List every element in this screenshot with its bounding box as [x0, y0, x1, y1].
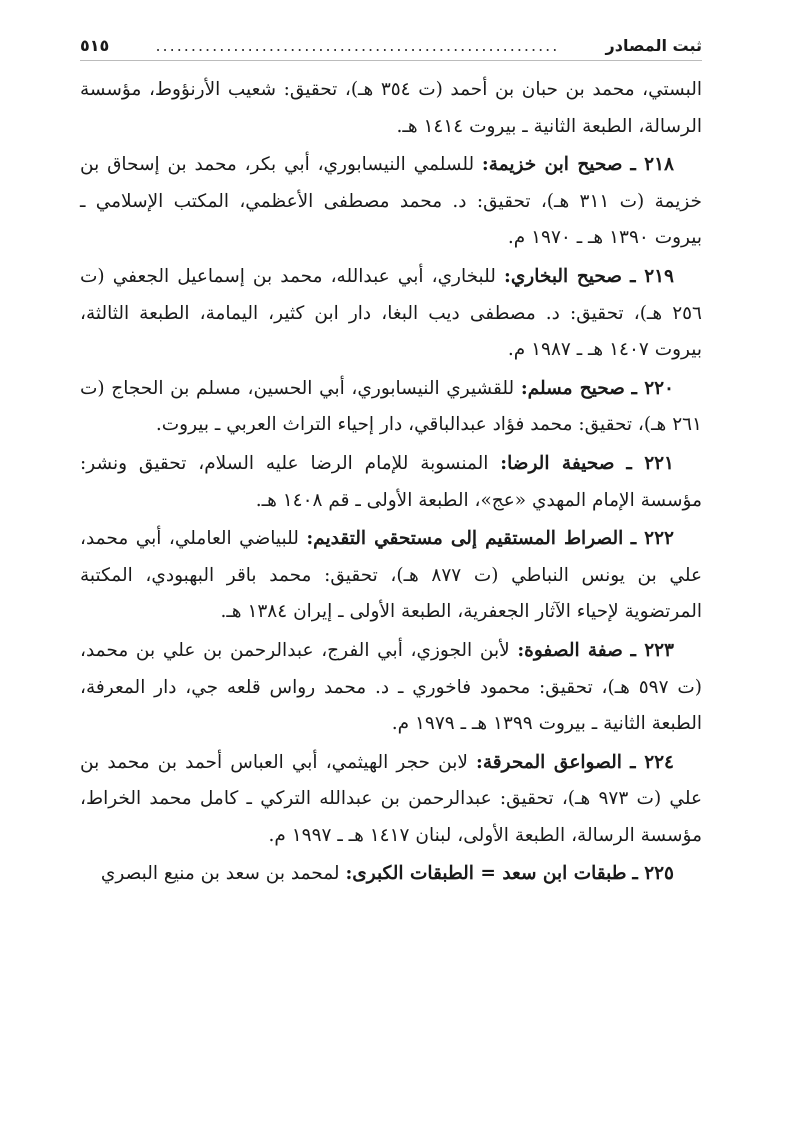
bibliography-list [80, 72, 702, 893]
page-number: ٥١٥ [80, 35, 110, 55]
entry-title: صحيح ابن خزيمة: [481, 154, 623, 176]
entry-number: ٢١٨ ـ [630, 154, 674, 176]
entry-title: صحيفة الرضا: [500, 452, 615, 474]
bibliography-entry [80, 521, 702, 631]
entry-title: طبقات ابن سعد = الطبقات الكبرى: [345, 863, 627, 885]
bibliography-entry [80, 446, 702, 519]
entry-body: البستي، محمد بن حبان بن أحمد (ت ٣٥٤ هـ)، تحقيق: شعيب الأرنؤوط، مؤسسة الرسالة، الطبعة الثانية ـ بيروت ١٤١٤ هـ. [80, 79, 703, 137]
entry-body: لمحمد بن سعد بن منيع البصري [100, 863, 346, 885]
entry-body: لابن حجر الهيثمي، أبي العباس أحمد بن محمد بن علي (ت ٩٧٣ هـ)، تحقيق: عبدالرحمن بن عبدالله التركي ـ كامل محمد الخراط، مؤسسة الرسالة، الطبعة الأولى، لبنان ١٤١٧ هـ ـ ١٩٩٧ م. [80, 751, 702, 846]
bibliography-entry [80, 856, 702, 893]
entry-title: الصواعق المحرقة: [476, 751, 622, 773]
entry-number: ٢٢٤ ـ [630, 751, 674, 773]
entry-body: لأبن الجوزي، أبي الفرج، عبدالرحمن بن علي بن محمد، (ت ٥٩٧ هـ)، تحقيق: محمود فاخوري ـ د. محمد رواس قلعه جي، دار المعرفة، الطبعة الثانية ـ بيروت ١٣٩٩ هـ ـ ١٩٧٩ م. [80, 639, 703, 735]
entry-number: ٢٢١ ـ [626, 452, 674, 474]
entry-body: للبياضي العاملي، أبي محمد، علي بن يونس النباطي (ت ٨٧٧ هـ)، تحقيق: محمد باقر البهبودي، المكتبة المرتضوية لإحياء الآثار الجعفرية، الطبعة الأولى ـ إيران ١٣٨٤ هـ. [80, 528, 702, 623]
entry-body: للبخاري، أبي عبدالله، محمد بن إسماعيل الجعفي (ت ٢٥٦ هـ)، تحقيق: د. مصطفى ديب البغا، دار ابن كثير، اليمامة، الطبعة الثالثة، بيروت ١٤٠٧ هـ ـ ١٩٨٧ م. [80, 265, 702, 361]
entry-number: ٢١٩ ـ [630, 265, 674, 287]
entry-body: للقشيري النيسابوري، أبي الحسين، مسلم بن الحجاج (ت ٢٦١ هـ)، تحقيق: محمد فؤاد عبدالباقي، دار إحياء التراث العربي ـ بيروت. [80, 377, 702, 436]
entry-number: ٢٢٣ ـ [630, 639, 674, 661]
entry-title: صفة الصفوة: [517, 639, 623, 661]
leader-dots: ......................................................... [155, 35, 560, 55]
entry-number: ٢٢٥ ـ [632, 863, 674, 885]
bibliography-entry [80, 745, 702, 855]
bibliography-entry [80, 371, 702, 444]
entry-number: ٢٢٠ ـ [631, 377, 674, 399]
bibliography-entry-continued [80, 72, 702, 145]
running-title: ثبت المصادر [605, 35, 702, 55]
entry-body: للسلمي النيسابوري، أبي بكر، محمد بن إسحاق بن خزيمة (ت ٣١١ هـ)، تحقيق: د. محمد مصطفى الأعظمي، المكتب الإسلامي ـ بيروت ١٣٩٠ هـ ـ ١٩٧٠ م. [80, 154, 702, 249]
entry-number: ٢٢٢ ـ [630, 528, 674, 550]
bibliography-entry [80, 633, 702, 743]
entry-title: الصراط المستقيم إلى مستحقي التقديم: [306, 528, 624, 550]
running-header [80, 30, 702, 61]
entry-title: صحيح البخاري: [504, 265, 623, 287]
entry-body: المنسوبة للإمام الرضا عليه السلام، تحقيق ونشر: مؤسسة الإمام المهدي «عج»، الطبعة الأولى ـ قم ١٤٠٨ هـ. [80, 452, 702, 511]
bibliography-entry [80, 147, 702, 257]
entry-title: صحيح مسلم: [520, 377, 625, 399]
bibliography-entry [80, 259, 702, 369]
